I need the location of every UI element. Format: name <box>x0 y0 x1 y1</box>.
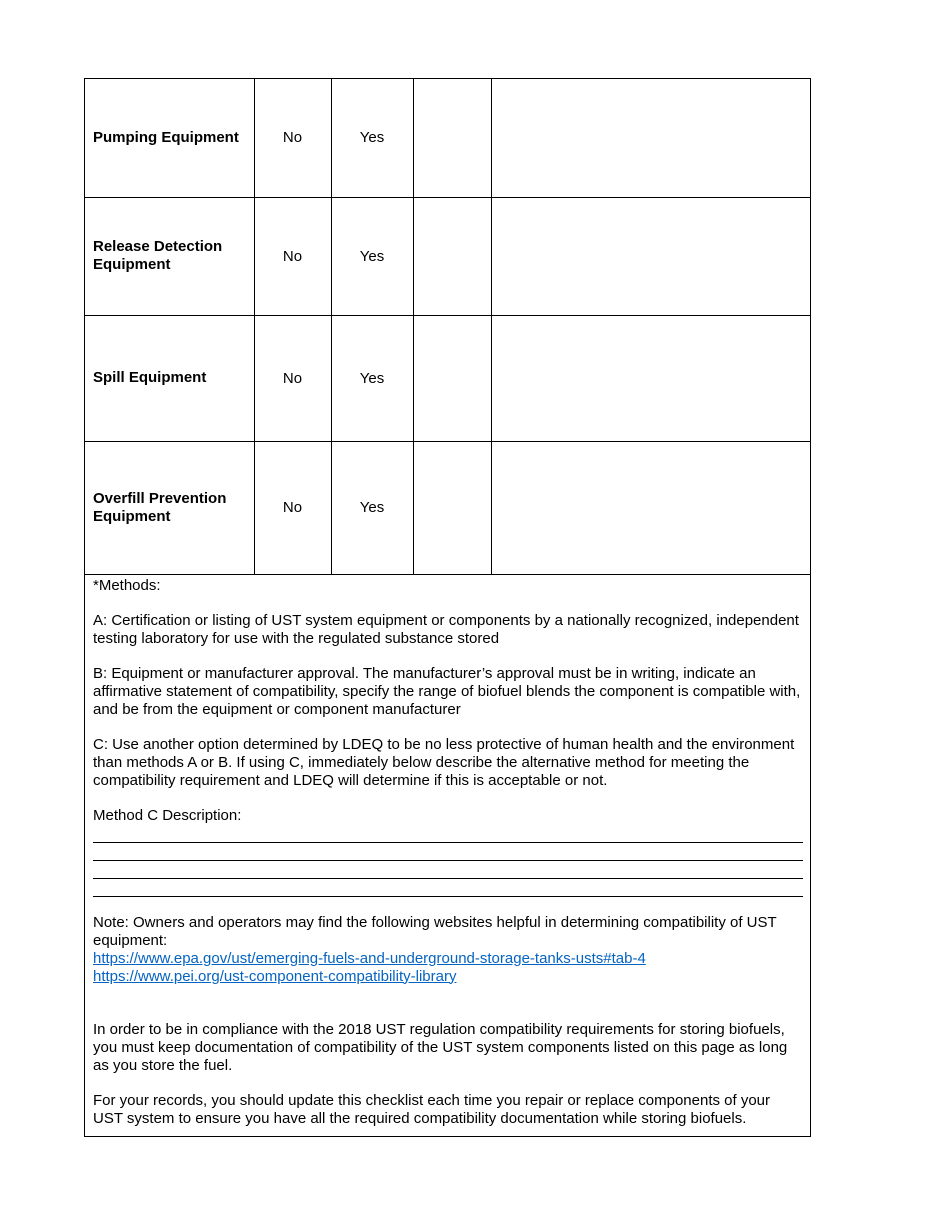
description-line[interactable] <box>93 879 803 897</box>
no-option[interactable]: No <box>254 315 331 441</box>
method-cell[interactable] <box>413 441 491 574</box>
yes-option[interactable]: Yes <box>331 441 413 574</box>
note-text: Note: Owners and operators may find the following websites helpful in determining compatibility of UST equipment: <box>93 913 777 949</box>
description-line[interactable] <box>93 825 803 843</box>
yes-option[interactable]: Yes <box>331 315 413 441</box>
documentation-cell[interactable] <box>491 197 810 315</box>
records-text: For your records, you should update this checklist each time you repair or replace components of your UST system to ensure you have all the required compatibility documentation while storing biofuels. <box>93 1091 771 1127</box>
table-row <box>85 79 810 197</box>
table-row <box>85 315 810 441</box>
documentation-cell[interactable] <box>491 441 810 574</box>
compatibility-checklist <box>84 78 811 1137</box>
row-label: Release Detection Equipment <box>85 197 254 315</box>
description-line[interactable] <box>93 843 803 861</box>
method-cell[interactable] <box>413 197 491 315</box>
method-cell[interactable] <box>413 79 491 197</box>
yes-option[interactable]: Yes <box>331 197 413 315</box>
row-label: Spill Equipment <box>85 315 254 441</box>
row-label: Overfill Prevention Equipment <box>85 441 254 574</box>
no-option[interactable]: No <box>254 79 331 197</box>
description-line[interactable] <box>93 861 803 879</box>
methods-heading: *Methods: <box>93 576 161 594</box>
method-c-text: C: Use another option determined by LDEQ to be no less protective of human health and the environment than methods A or B. If using C, immediately below describe the alternative method for meeting the compatibility requirement and LDEQ will determine if this is acceptable or not. <box>93 735 795 789</box>
compliance-text: In order to be in compliance with the 2018 UST regulation compatibility requirements for storing biofuels, you must keep documentation of compatibility of the UST system components listed on this page as long as you store the fuel. <box>93 1020 788 1074</box>
epa-link[interactable]: https://www.epa.gov/ust/emerging-fuels-and-underground-storage-tanks-usts#tab-4 <box>93 949 646 967</box>
yes-option[interactable]: Yes <box>331 79 413 197</box>
table-row <box>85 197 810 315</box>
documentation-cell[interactable] <box>491 79 810 197</box>
method-cell[interactable] <box>413 315 491 441</box>
equipment-table <box>85 79 810 575</box>
no-option[interactable]: No <box>254 197 331 315</box>
methods-section <box>85 575 810 1136</box>
pei-link[interactable]: https://www.pei.org/ust-component-compatibility-library <box>93 967 457 985</box>
method-a-text: A: Certification or listing of UST system equipment or components by a nationally recognized, independent testing laboratory for use with the regulated substance stored <box>93 611 799 647</box>
row-label: Pumping Equipment <box>85 79 254 197</box>
documentation-cell[interactable] <box>491 315 810 441</box>
no-option[interactable]: No <box>254 441 331 574</box>
method-b-text: B: Equipment or manufacturer approval. The manufacturer’s approval must be in writing, indicate an affirmative statement of compatibility, specify the range of biofuel blends the component is compatible with, and be from the equipment or component manufacturer <box>93 664 801 718</box>
table-row <box>85 441 810 574</box>
method-c-description-label: Method C Description: <box>93 806 242 824</box>
